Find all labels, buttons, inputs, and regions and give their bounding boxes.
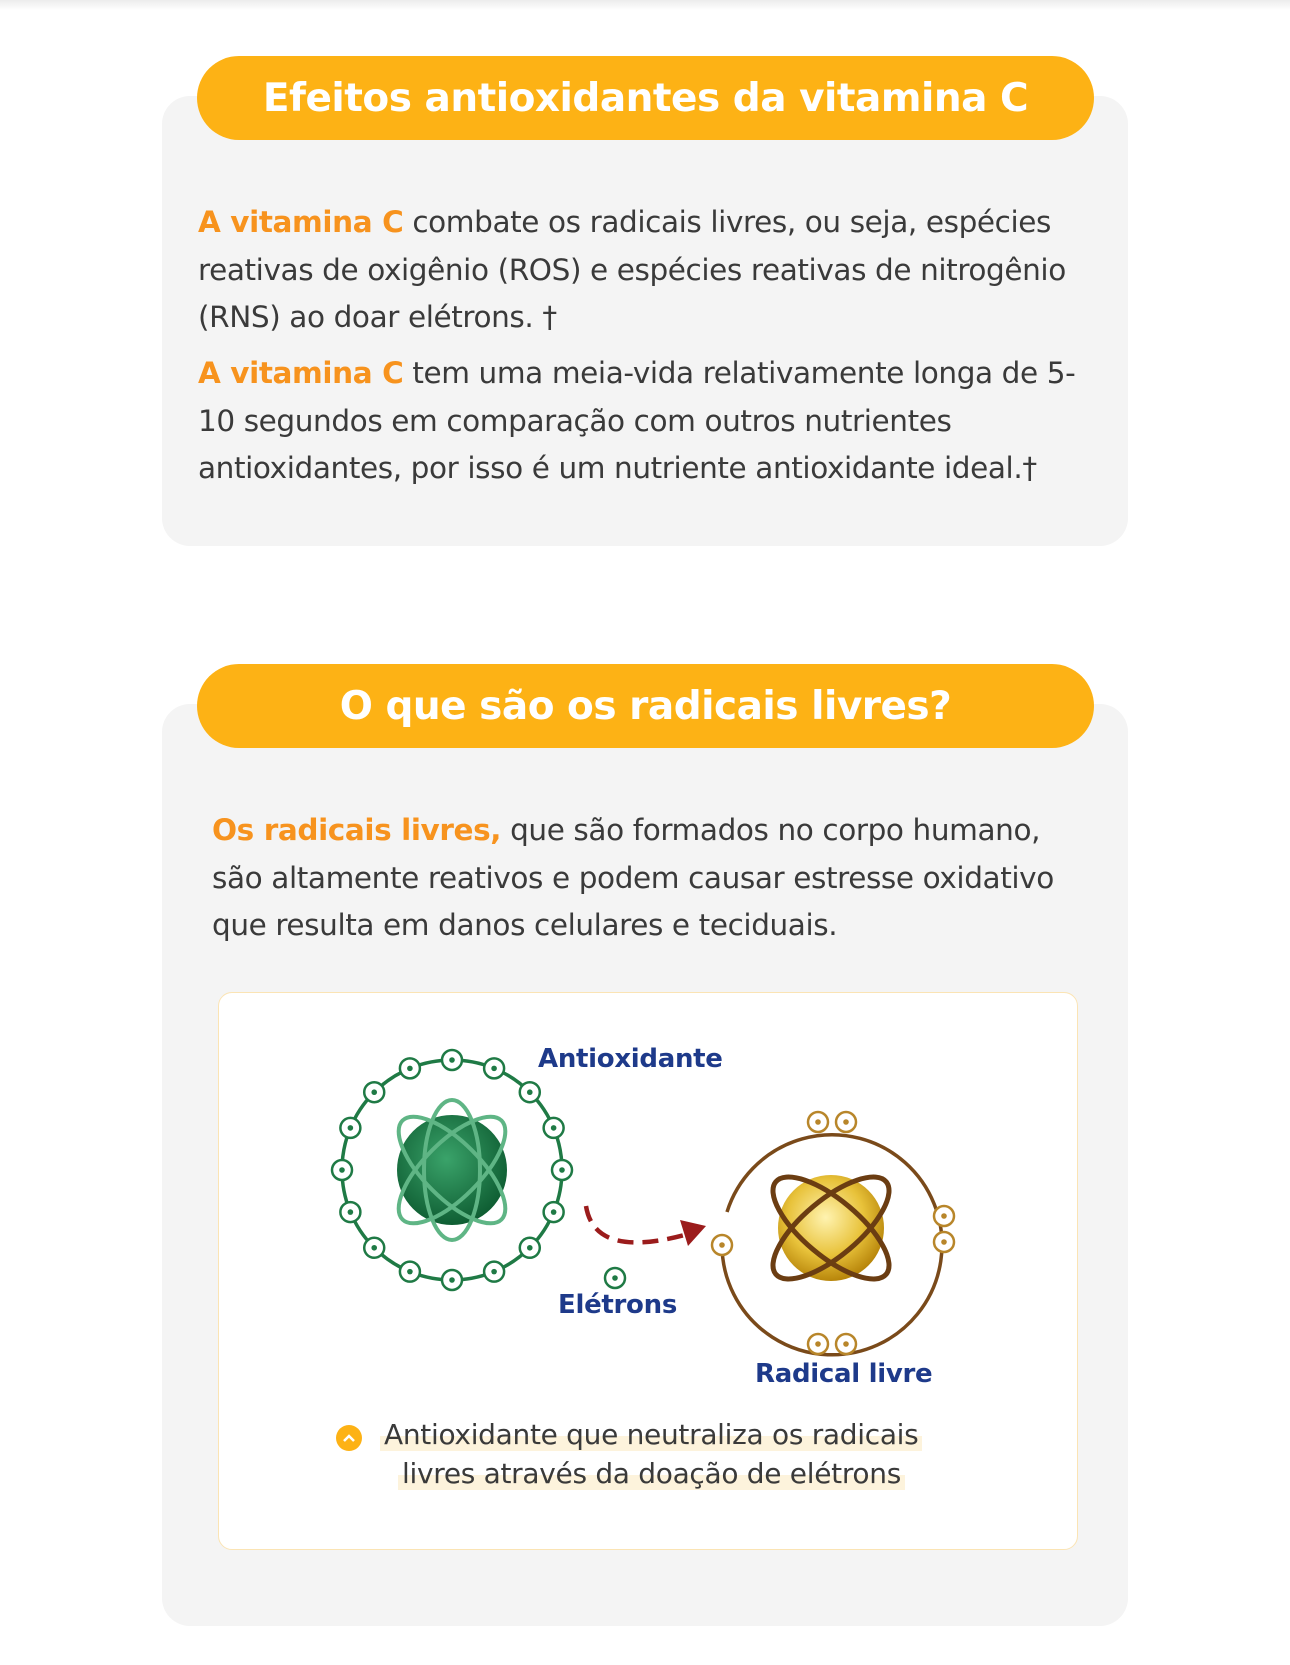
electron-core (941, 1213, 947, 1219)
antioxidant-atom (332, 1050, 572, 1290)
diagram-caption-line-1: Antioxidante que neutraliza os radicais (380, 1418, 922, 1451)
highlight-text: A vitamina C (198, 205, 404, 239)
antioxidant-label: Antioxidante (538, 1044, 723, 1074)
highlight-text: A vitamina C (198, 356, 404, 390)
paragraph-text: tem uma meia-vida relativamente longa de 5-10 segundos em comparação com outros nutrientes antioxidantes, por isso é um nutriente antioxidante ideal.† (198, 356, 1076, 485)
electron-core (407, 1066, 413, 1072)
electron-core (339, 1167, 345, 1173)
electrons-label: Elétrons (558, 1290, 678, 1320)
electron-core (843, 1341, 849, 1347)
electron-core (719, 1242, 725, 1248)
free-radical-label: Radical livre (755, 1359, 933, 1389)
electron-core (559, 1167, 565, 1173)
electron-core (491, 1066, 497, 1072)
diagram-caption-line-2: livres através da doação de elétrons (398, 1457, 905, 1490)
electron-core (815, 1119, 821, 1125)
free-radicals-title: O que são os radicais livres? (197, 664, 1094, 748)
electron-core (371, 1245, 377, 1251)
electron-core (843, 1119, 849, 1125)
electron-core (551, 1125, 557, 1131)
electron-core (527, 1245, 533, 1251)
electron-transfer-arrow (586, 1206, 706, 1246)
electron-core (491, 1269, 497, 1275)
electron-core (371, 1089, 377, 1095)
electron-core (449, 1057, 455, 1063)
electron-core (941, 1239, 947, 1245)
electron-core (348, 1209, 354, 1215)
electron-core (348, 1125, 354, 1131)
chevron-up-icon (336, 1425, 362, 1451)
electron-core (407, 1269, 413, 1275)
electron-core (815, 1341, 821, 1347)
electron-icon (605, 1268, 625, 1288)
free-radical-atom (712, 1112, 954, 1355)
electron-core (551, 1209, 557, 1215)
paragraph-text: combate os radicais livres, ou seja, espécies reativas de oxigênio (ROS) e espécies reativas de nitrogênio (RNS) ao doar elétrons. † (198, 205, 1066, 334)
electron-core (449, 1277, 455, 1283)
highlight-text: Os radicais livres, (212, 813, 502, 847)
electron-core (527, 1089, 533, 1095)
paragraph-text: que são formados no corpo humano, são altamente reativos e podem causar estresse oxidativo que resulta em danos celulares e teciduais. (212, 813, 1054, 942)
antioxidant-effects-title: Efeitos antioxidantes da vitamina C (197, 56, 1094, 140)
